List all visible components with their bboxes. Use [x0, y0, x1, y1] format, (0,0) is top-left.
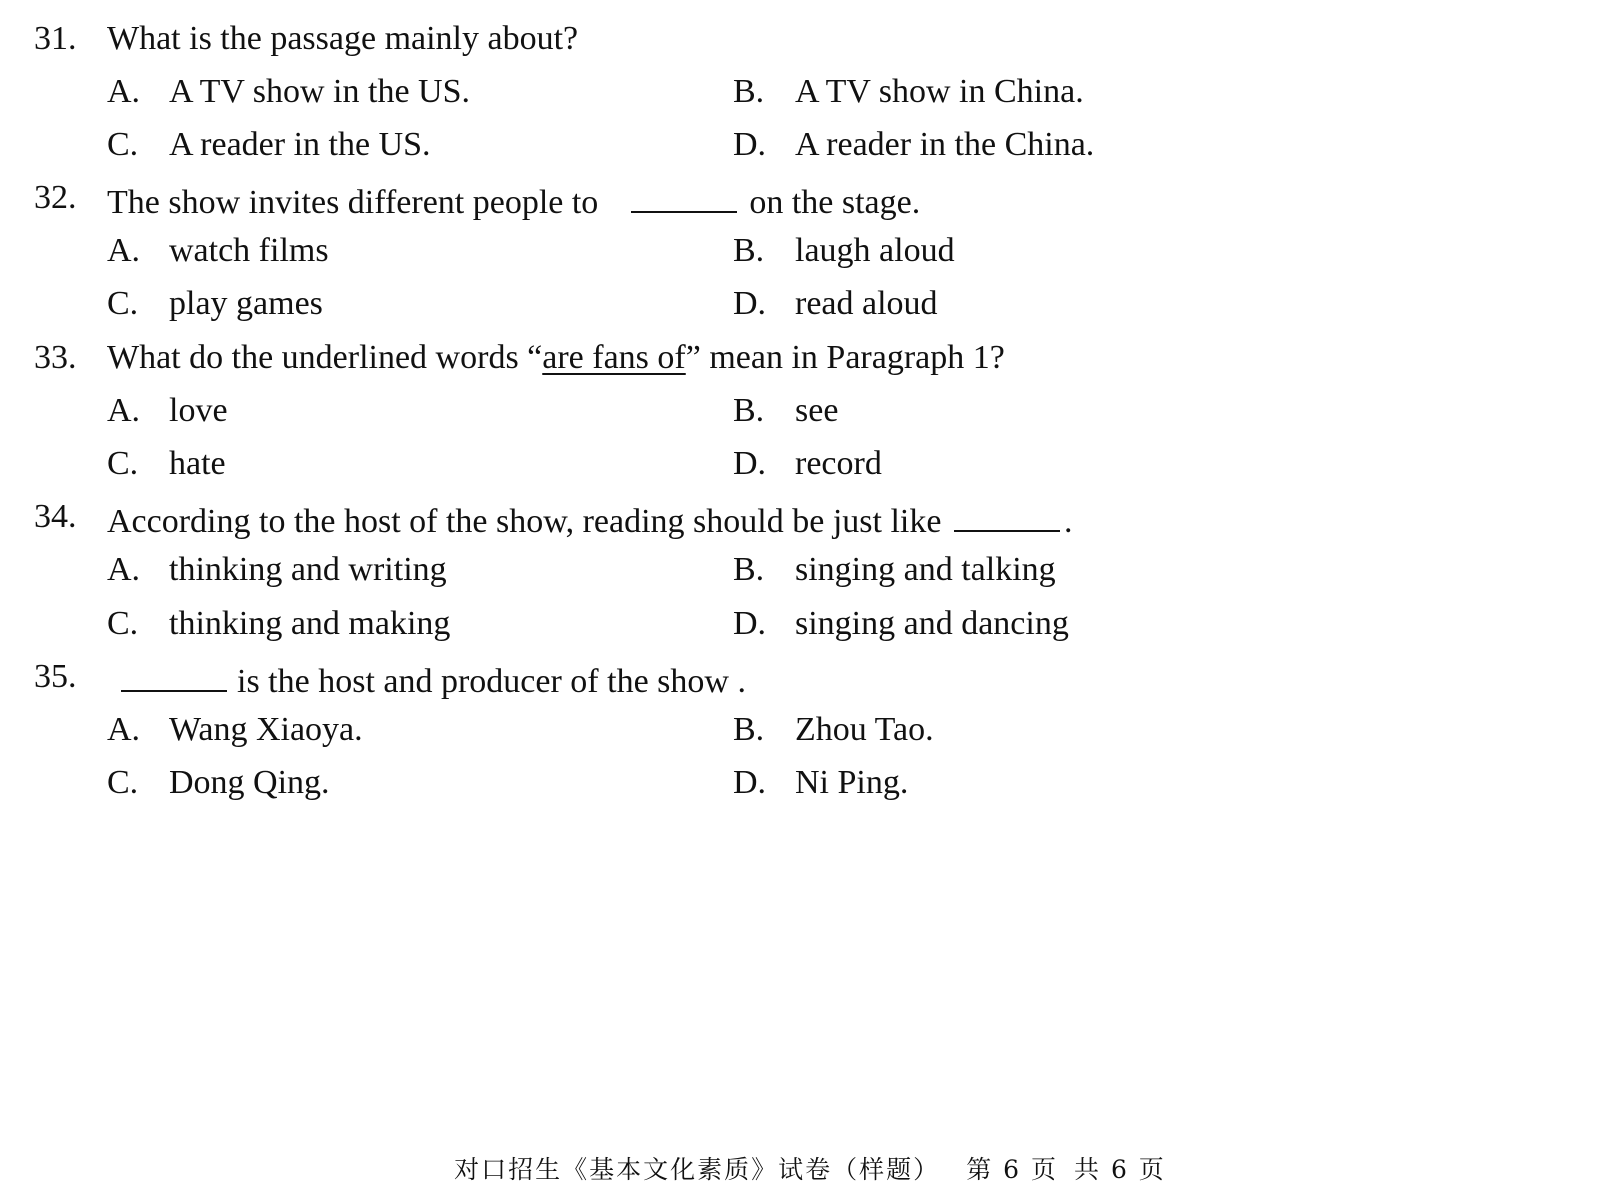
question-number: 34.	[34, 498, 77, 535]
option-letter: D.	[733, 764, 767, 801]
question-31-options-row-2	[0, 118, 1600, 172]
option-letter: A.	[107, 232, 141, 269]
question-number: 32.	[34, 179, 77, 216]
option-d	[733, 118, 1094, 172]
option-letter: A.	[107, 551, 141, 588]
option-letter: D.	[733, 285, 767, 322]
question-text: The show invites different people to on the stage.	[107, 171, 920, 230]
option-a	[107, 703, 363, 757]
option-text: singing and talking	[795, 551, 1056, 588]
option-b	[733, 384, 838, 438]
option-letter: B.	[733, 73, 765, 110]
option-c	[107, 756, 330, 810]
question-text: According to the host of the show, reading should be just like .	[107, 490, 1072, 549]
option-letter: C.	[107, 764, 139, 801]
option-a	[107, 65, 470, 119]
option-text: A TV show in the US.	[169, 73, 471, 110]
question-text: is the host and producer of the show .	[121, 650, 746, 709]
option-letter: D.	[733, 605, 767, 642]
option-text: watch films	[169, 232, 329, 269]
option-c	[107, 597, 450, 651]
option-text: record	[795, 445, 882, 482]
option-letter: A.	[107, 711, 141, 748]
option-b	[733, 65, 1084, 119]
question-33-options-row-1	[0, 384, 1600, 438]
option-letter: B.	[733, 551, 765, 588]
question-number: 35.	[34, 658, 77, 695]
option-c	[107, 277, 323, 331]
option-text: singing and dancing	[795, 605, 1069, 642]
page-footer	[0, 1150, 1600, 1186]
option-text: thinking and making	[169, 605, 451, 642]
option-text: Dong Qing.	[169, 764, 330, 801]
underlined-words: are fans of	[542, 339, 686, 376]
question-35-stem	[0, 650, 1600, 704]
option-text: love	[169, 392, 228, 429]
option-letter: D.	[733, 445, 767, 482]
option-letter: A.	[107, 392, 141, 429]
answer-blank	[954, 490, 1060, 532]
option-text: see	[795, 392, 839, 429]
question-text: What is the passage mainly about?	[107, 20, 579, 57]
option-text: Zhou Tao.	[795, 711, 934, 748]
question-33-options-row-2	[0, 437, 1600, 491]
question-text: What do the underlined words “are fans of” mean in Paragraph 1?	[107, 339, 1005, 376]
question-number: 31.	[34, 20, 77, 57]
option-d	[733, 756, 908, 810]
option-d	[733, 597, 1069, 651]
question-31-options-row-1	[0, 65, 1600, 119]
option-a	[107, 384, 228, 438]
option-a	[107, 224, 329, 278]
option-d	[733, 437, 882, 491]
option-text: play games	[169, 285, 323, 322]
question-32-options-row-1	[0, 224, 1600, 278]
question-32-stem	[0, 171, 1600, 225]
option-b	[733, 543, 1056, 597]
question-32-options-row-2	[0, 277, 1600, 331]
option-letter: C.	[107, 605, 139, 642]
page-total: 共 6 页	[1074, 1155, 1166, 1184]
exam-title: 对口招生《基本文化素质》试卷（样题）	[454, 1155, 941, 1184]
answer-blank	[121, 650, 227, 692]
question-35-options-row-1	[0, 703, 1600, 757]
option-letter: B.	[733, 392, 765, 429]
question-34-options-row-2	[0, 597, 1600, 651]
option-letter: B.	[733, 232, 765, 269]
option-c	[107, 437, 226, 491]
question-number: 33.	[34, 339, 77, 376]
option-letter: C.	[107, 445, 139, 482]
page-number: 第 6 页	[966, 1155, 1058, 1184]
option-letter: B.	[733, 711, 765, 748]
answer-blank	[631, 171, 737, 213]
option-b	[733, 224, 955, 278]
option-c	[107, 118, 431, 172]
option-text: A reader in the China.	[795, 126, 1095, 163]
option-letter: C.	[107, 126, 139, 163]
option-text: A reader in the US.	[169, 126, 431, 163]
option-text: hate	[169, 445, 226, 482]
option-text: Wang Xiaoya.	[169, 711, 363, 748]
option-letter: D.	[733, 126, 767, 163]
option-text: laugh aloud	[795, 232, 955, 269]
option-d	[733, 277, 938, 331]
option-a	[107, 543, 447, 597]
question-34-options-row-1	[0, 543, 1600, 597]
option-b	[733, 703, 934, 757]
question-35-options-row-2	[0, 756, 1600, 810]
option-letter: C.	[107, 285, 139, 322]
question-33-stem	[0, 331, 1600, 385]
option-letter: A.	[107, 73, 141, 110]
option-text: Ni Ping.	[795, 764, 909, 801]
question-34-stem	[0, 490, 1600, 544]
question-31-stem	[0, 12, 1600, 66]
option-text: A TV show in China.	[795, 73, 1084, 110]
option-text: read aloud	[795, 285, 938, 322]
option-text: thinking and writing	[169, 551, 447, 588]
